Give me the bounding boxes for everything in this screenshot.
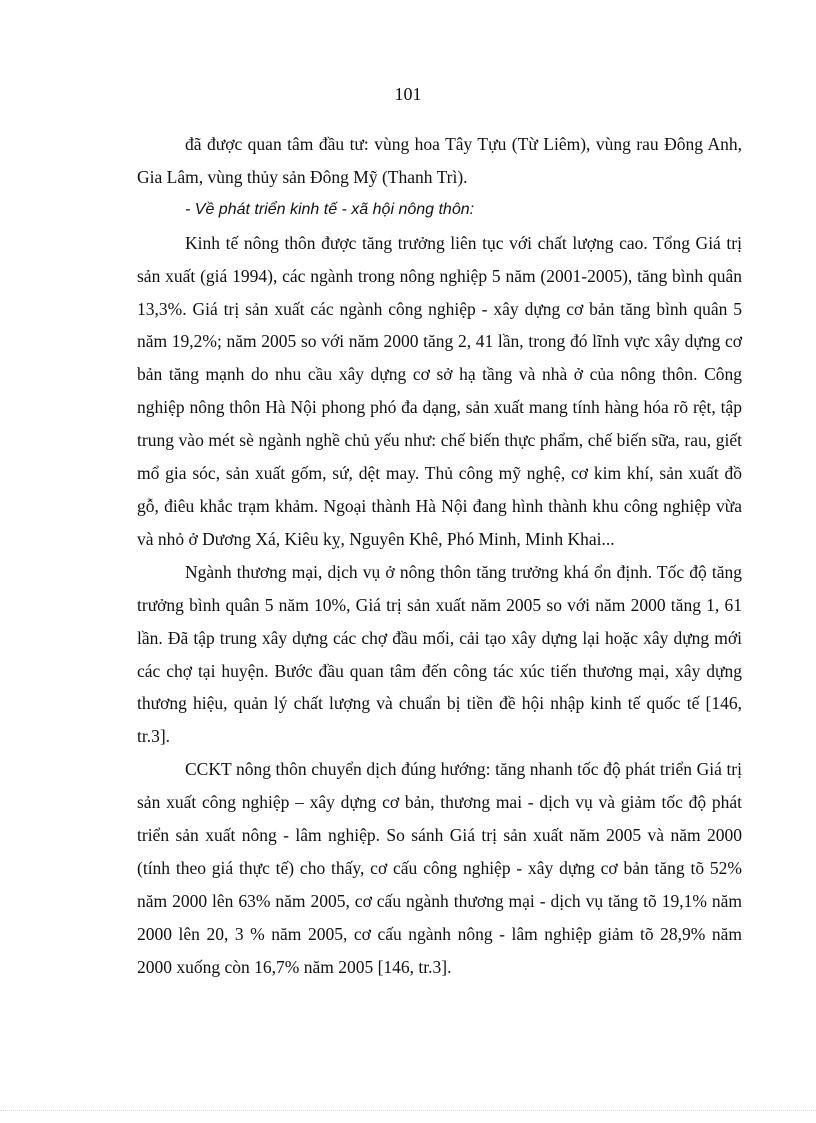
page-bottom-divider [0, 1110, 816, 1111]
document-body [137, 128, 742, 984]
paragraph-continuation: đã được quan tâm đầu tư: vùng hoa Tây Tựu (Từ Liêm), vùng rau Đông Anh, Gia Lâm, vùng thủy sản Đông Mỹ (Thanh Trì). [137, 134, 742, 187]
paragraph-economic-structure: CCKT nông thôn chuyển dịch đúng hướng: tăng nhanh tốc độ phát triển Giá trị sản xuất công nghiệp – xây dựng cơ bản, thương mai - dịch vụ và giảm tốc độ phát triển sản xuất nông - lâm nghiệp. So sánh Giá trị sản xuất năm 2005 và năm 2000 (tính theo giá thực tế) cho thấy, cơ cấu công nghiệp - xây dựng cơ bản tăng tõ 52% năm 2000 lên 63% năm 2005, cơ cấu ngành thương mại - dịch vụ tăng tõ 19,1% năm 2000 lên 20, 3 % năm 2005, cơ cấu ngành nông - lâm nghiệp giảm tõ 28,9% năm 2000 xuống còn 16,7% năm 2005 [146, tr.3]. [137, 759, 742, 977]
paragraph-rural-economy: Kinh tế nông thôn được tăng trưởng liên tục với chất lượng cao. Tổng Giá trị sản xuất (giá 1994), các ngành trong nông nghiệp 5 năm (2001-2005), tăng bình quân 13,3%. Giá trị sản xuất các ngành công nghiệp - xây dựng cơ bản tăng bình quân 5 năm 19,2%; năm 2005 so với năm 2000 tăng 2, 41 lần, trong đó lĩnh vực xây dựng cơ bản tăng mạnh do nhu cầu xây dựng cơ sở hạ tầng và nhà ở của nông thôn. Công nghiệp nông thôn Hà Nội phong phó đa dạng, sản xuất mang tính hàng hóa rõ rệt, tập trung vào mét sè ngành nghề chủ yếu như: chế biến thực phẩm, chế biến sữa, rau, giết mổ gia sóc, sản xuất gốm, sứ, dệt may. Thủ công mỹ nghệ, cơ kim khí, sản xuất đồ gỗ, điêu khắc trạm khảm. Ngoại thành Hà Nội đang hình thành khu công nghiệp vừa và nhỏ ở Dương Xá, Kiêu kỵ, Nguyên Khê, Phó Minh, Minh Khai... [137, 232, 742, 549]
paragraph-trade-services: Ngành thương mại, dịch vụ ở nông thôn tăng trưởng khá ổn định. Tốc độ tăng trưởng bình quân 5 năm 10%, Giá trị sản xuất năm 2005 so với năm 2000 tăng 1, 61 lần. Đã tập trung xây dựng các chợ đầu mối, cải tạo xây dựng lại hoặc xây dựng mới các chợ tại huyện. Bước đầu quan tâm đến công tác xúc tiến thương mại, xây dựng thương hiệu, quản lý chất lượng và chuẩn bị tiền đề hội nhập kinh tế quốc tế [146, tr.3]. [137, 561, 742, 747]
page-number: 101 [394, 84, 422, 104]
section-subheading: - Về phát triển kinh tế - xã hội nông thôn: [185, 200, 475, 218]
